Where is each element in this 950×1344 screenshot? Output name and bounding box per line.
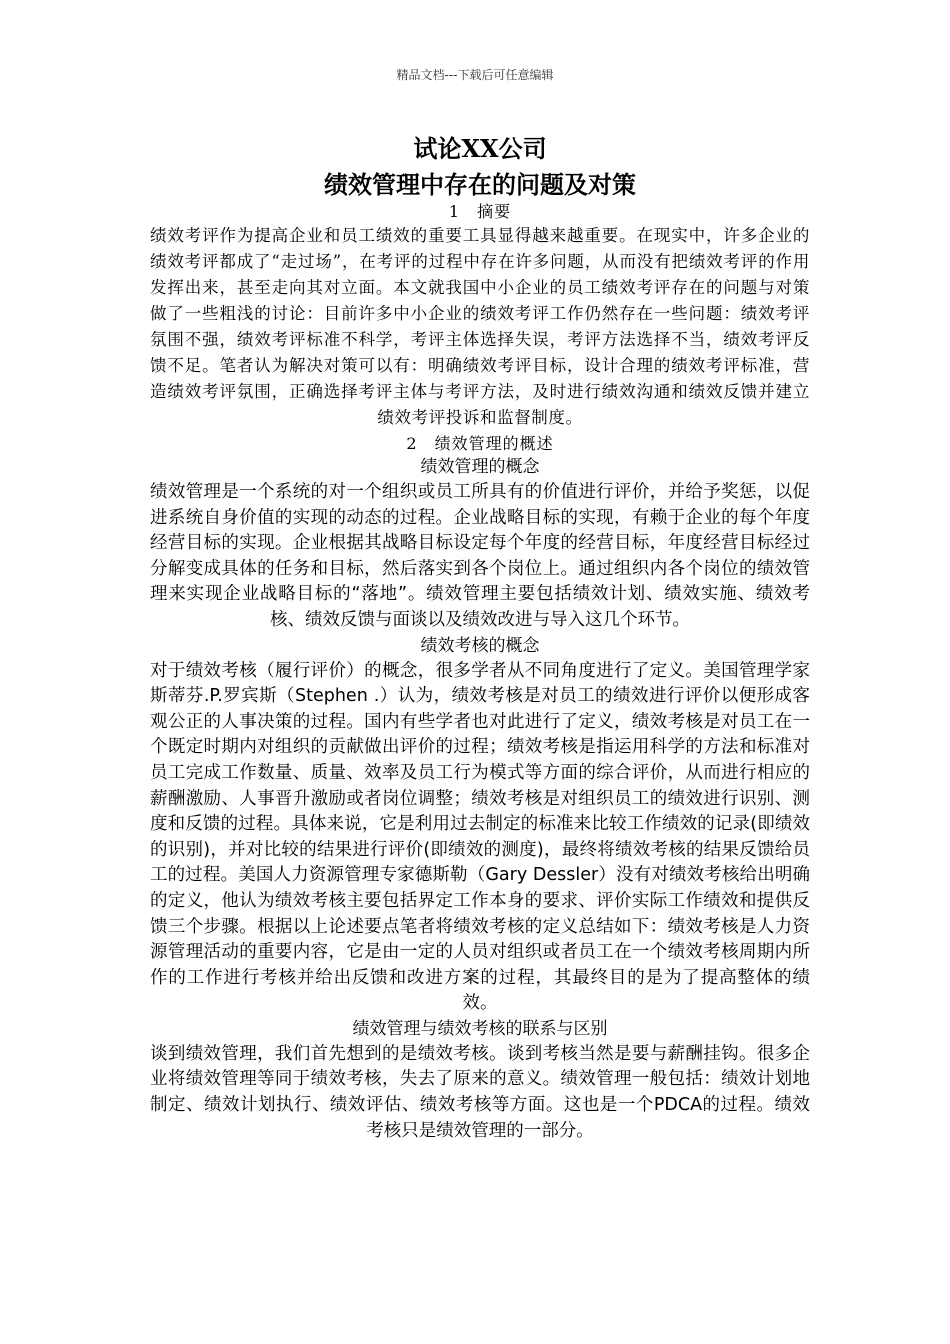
abstract-paragraph: 绩效考评作为提高企业和员工绩效的重要工具显得越来越重要。在现实中，许多企业的绩效考评都成了“走过场”，在考评的过程中存在许多问题，从而没有把绩效考评的作用发挥出来，甚至走向其对立面。本文就我国中小企业的员工绩效考评存在的问题与对策做了一些粗浅的讨论：目前许多中小企业的绩效考评工作仍然存在一些问题：绩效考评氛围不强，绩效考评标准不科学，考评主体选择失误，考评方法选择不当，绩效考评反馈不足。笔者认为解决对策可以有：明确绩效考评目标，设计合理的绩效考评标准，营造绩效考评氛围，正确选择考评主体与考评方法，及时进行绩效沟通和绩效反馈并建立绩效考评投诉和监督制度。 (150, 226, 810, 427)
subsection-heading: 绩效考核的概念 (420, 635, 540, 656)
subsection-heading: 绩效管理的概念 (420, 457, 540, 477)
section-1-number: 1 摘要 (448, 202, 512, 221)
subsection-paragraph: 对于绩效考核（履行评价）的概念，很多学者从不同角度进行了定义。美国管理学家斯蒂芬.P.罗宾斯（Stephen .）认为，绩效考核是对员工的绩效进行评价以便形成客观公正的人事决策的过程。国内有些学者也对此进行了定义，绩效考核是对员工在一个既定时期内对组织的贡献做出评价的过程；绩效考核是指运用科学的方法和标准对员工完成工作数量、质量、效率及员工行为模式等方面的综合评价，从而进行相应的薪酬激励、人事晋升激励或者岗位调整；绩效考核是对组织员工的绩效进行识别、测度和反馈的过程。具体来说，它是利用过去制定的标准来比较工作绩效的记录(即绩效的识别)，并对比较的结果进行评价(即绩效的测度)，最终将绩效考核的结果反馈给员工的过程。美国人力资源管理专家德斯勒（Gary Dessler）没有对绩效考核给出明确的定义，他认为绩效考核主要包括界定工作本身的要求、评价实际工作绩效和提供反馈三个步骤。根据以上论述要点笔者将绩效考核的定义总结如下：绩效考核是人力资源管理活动的重要内容，它是由一定的人员对组织或者员工在一个绩效考核周期内所作的工作进行考核并给出反馈和改进方案的过程，其最终目的是为了提高整体的绩效。 (150, 660, 810, 1014)
subsection-heading: 绩效管理与绩效考核的联系与区别 (352, 1018, 608, 1039)
document-subtitle: 绩效管理中存在的问题及对策 (324, 170, 636, 199)
section-2-number: 2 绩效管理的概述 (406, 434, 554, 453)
document-page (150, 133, 810, 1144)
subsection-paragraph: 谈到绩效管理，我们首先想到的是绩效考核。谈到考核当然是要与薪酬挂钩。很多企业将绩效管理等同于绩效考核，失去了原来的意义。绩效管理一般包括：绩效计划地制定、绩效计划执行、绩效评估、绩效考核等方面。这也是一个PDCA的过程。绩效考核只是绩效管理的一部分。 (150, 1043, 810, 1141)
subsection-paragraph: 绩效管理是一个系统的对一个组织或员工所具有的价值进行评价，并给予奖惩，以促进系统自身价值的实现的动态的过程。企业战略目标的实现，有赖于企业的每个年度经营目标的实现。企业根据其战略目标设定每个年度的经营目标，年度经营目标经过分解变成具体的任务和目标，然后落实到各个岗位上。通过组织内各个岗位的绩效管理来实现企业战略目标的“落地”。绩效管理主要包括绩效计划、绩效实施、绩效考核、绩效反馈与面谈以及绩效改进与导入这几个环节。 (150, 482, 810, 630)
document-title: 试论XX公司 (413, 134, 547, 163)
header-note: 精品文档---下载后可任意编辑 (396, 68, 554, 82)
